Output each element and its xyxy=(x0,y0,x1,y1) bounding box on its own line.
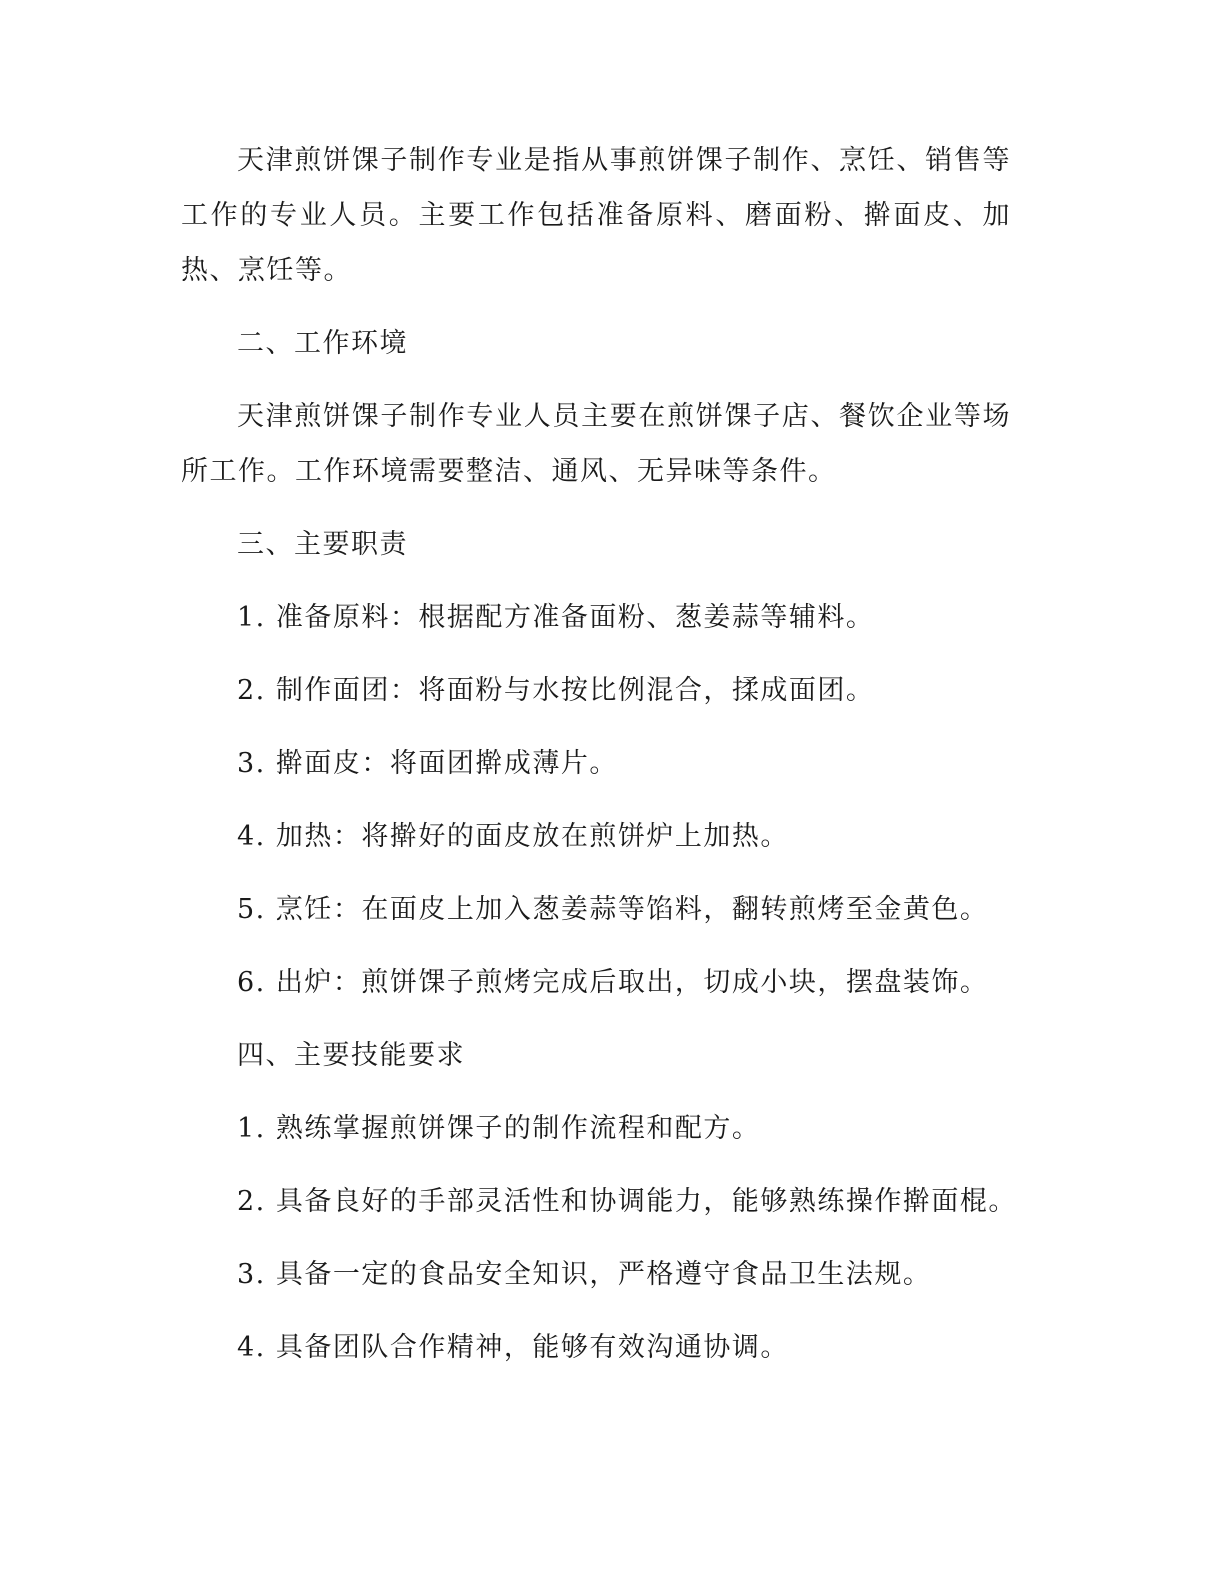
section-heading-responsibilities: 三、主要职责 xyxy=(237,529,408,560)
responsibility-item: 2. 制作面团：将面粉与水按比例混合，揉成面团。 xyxy=(237,675,875,706)
spacer xyxy=(181,298,1011,316)
work-environment-paragraph: 天津煎饼馃子制作专业人员主要在煎饼馃子店、餐饮企业等场所工作。工作环境需要整洁、通风、无异味等条件。 xyxy=(181,401,1011,487)
responsibility-item: 5. 烹饪：在面皮上加入葱姜蒜等馅料，翻转煎烤至金黄色。 xyxy=(237,894,989,925)
skill-item: 4. 具备团队合作精神，能够有效沟通协调。 xyxy=(237,1332,789,1363)
spacer xyxy=(181,1229,1011,1247)
document-body xyxy=(181,133,1017,1375)
spacer xyxy=(181,937,1011,955)
spacer xyxy=(181,371,1011,389)
spacer xyxy=(181,1083,1011,1101)
spacer xyxy=(181,645,1011,663)
section-heading-skills: 四、主要技能要求 xyxy=(237,1040,465,1071)
spacer xyxy=(181,718,1011,736)
spacer xyxy=(181,1302,1011,1320)
spacer xyxy=(181,791,1011,809)
spacer xyxy=(181,864,1011,882)
responsibility-item: 6. 出炉：煎饼馃子煎烤完成后取出，切成小块，摆盘装饰。 xyxy=(237,967,989,998)
spacer xyxy=(181,1156,1011,1174)
section-heading-work-environment: 二、工作环境 xyxy=(237,328,408,359)
responsibility-item: 1. 准备原料：根据配方准备面粉、葱姜蒜等辅料。 xyxy=(237,602,875,633)
skill-item: 2. 具备良好的手部灵活性和协调能力，能够熟练操作擀面棍。 xyxy=(237,1186,1017,1217)
skill-item: 1. 熟练掌握煎饼馃子的制作流程和配方。 xyxy=(237,1113,761,1144)
spacer xyxy=(181,499,1011,517)
spacer xyxy=(181,572,1011,590)
responsibility-item: 3. 擀面皮：将面团擀成薄片。 xyxy=(237,748,618,779)
skill-item: 3. 具备一定的食品安全知识，严格遵守食品卫生法规。 xyxy=(237,1259,932,1290)
spacer xyxy=(181,1010,1011,1028)
intro-paragraph: 天津煎饼馃子制作专业是指从事煎饼馃子制作、烹饪、销售等工作的专业人员。主要工作包括准备原料、磨面粉、擀面皮、加热、烹饪等。 xyxy=(181,145,1011,286)
responsibility-item: 4. 加热：将擀好的面皮放在煎饼炉上加热。 xyxy=(237,821,789,852)
